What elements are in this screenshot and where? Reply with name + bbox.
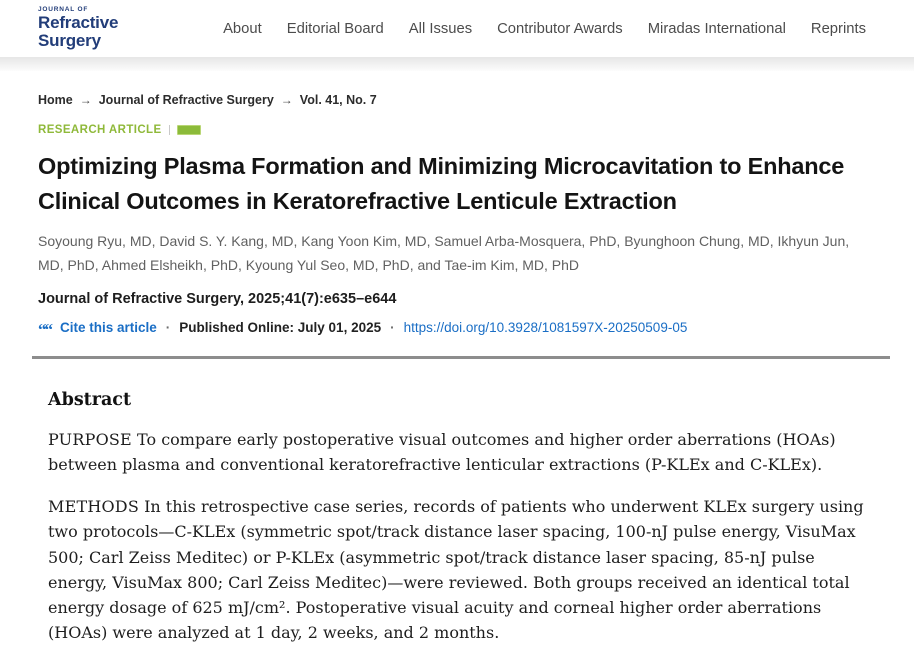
main-nav: [223, 21, 866, 37]
purpose-text: To compare early postoperative visual outcomes and higher order aberrations (HOAs) between plasma and conventional keratorefractive lenticular extractions (P-KLEx and C-KLEx).: [48, 429, 836, 474]
nav-item-all-issues[interactable]: All Issues: [408, 20, 473, 37]
breadcrumb: [38, 93, 878, 107]
cite-this-article-link[interactable]: Cite this article: [60, 319, 157, 335]
site-header: [0, 0, 914, 57]
breadcrumb-home[interactable]: Home: [38, 93, 73, 107]
logo-kicker: JOURNAL OF: [38, 5, 89, 13]
logo-line-1: Refractive: [38, 13, 119, 33]
section-divider: [32, 356, 890, 359]
breadcrumb-arrow-icon: →: [280, 93, 293, 107]
breadcrumb-arrow-icon: →: [79, 93, 92, 107]
methods-text: In this retrospective case series, records of patients who underwent KLEx surgery using two protocols—C-KLEx (symmetric spot/track distance laser spacing, 100-nJ pulse energy, VisuMax 500; Carl Zeiss Meditec) or P-KLEx (asymmetric spot/track distance laser spacing, 85-nJ pulse energy, VisuMax 800; Carl Zeiss Meditec)—were reviewed. Both groups received an identical total energy dosage of 625 mJ/cm². Postoperative visual acuity and corneal higher order aberrations (HOAs) were analyzed at 1 day, 2 weeks, and 2 months.: [48, 497, 864, 643]
nav-item-contributor-awards[interactable]: Contributor Awards: [497, 20, 623, 37]
abstract-section: [38, 390, 878, 646]
nav-item-reprints[interactable]: Reprints: [810, 20, 866, 37]
article-title: Optimizing Plasma Formation and Minimizing Microcavitation to Enhance Clinical Outcomes in Keratorefractive Lenticule Extraction: [38, 153, 845, 215]
journal-citation: Journal of Refractive Surgery, 2025;41(7):e635–e644: [38, 290, 397, 307]
nav-item-editorial-board[interactable]: Editorial Board: [286, 20, 384, 37]
logo-line-2: Surgery: [38, 31, 101, 51]
doi-link[interactable]: https://doi.org/10.3928/1081597X-20250509-05: [403, 319, 688, 335]
quote-icon: ““: [38, 319, 51, 339]
author-list: Soyoung Ryu, MD, David S. Y. Kang, MD, Kang Yoon Kim, MD, Samuel Arba-Mosquera, PhD, Byunghoon Chung, MD, Ikhyun Jun, MD, PhD, Ahmed Elsheikh, PhD, Kyoung Yul Seo, MD, PhD, and Tae-im Kim, MD, PhD: [38, 232, 850, 273]
methods-label: METHODS: [48, 497, 139, 517]
abstract-heading: Abstract: [48, 389, 132, 410]
article-type-label: RESEARCH ARTICLE: [38, 124, 162, 136]
nav-item-about[interactable]: About: [223, 20, 262, 37]
dot-separator: ·: [390, 319, 395, 335]
type-separator: [169, 125, 170, 135]
published-date: Published Online: July 01, 2025: [179, 319, 382, 335]
article-type-row: [38, 124, 878, 136]
abstract-purpose-paragraph: [48, 427, 878, 478]
article-content: [0, 93, 914, 646]
journal-logo[interactable]: [38, 7, 118, 50]
article-meta-row: [38, 319, 878, 339]
access-badge-icon: [177, 125, 201, 135]
breadcrumb-issue[interactable]: Vol. 41, No. 7: [299, 93, 377, 107]
dot-separator: ·: [165, 319, 171, 335]
header-shadow-divider: [0, 57, 914, 71]
nav-item-miradas-international[interactable]: Miradas International: [647, 20, 786, 37]
purpose-label: PURPOSE: [48, 429, 132, 449]
abstract-methods-paragraph: [48, 494, 878, 646]
breadcrumb-journal[interactable]: Journal of Refractive Surgery: [98, 93, 274, 107]
